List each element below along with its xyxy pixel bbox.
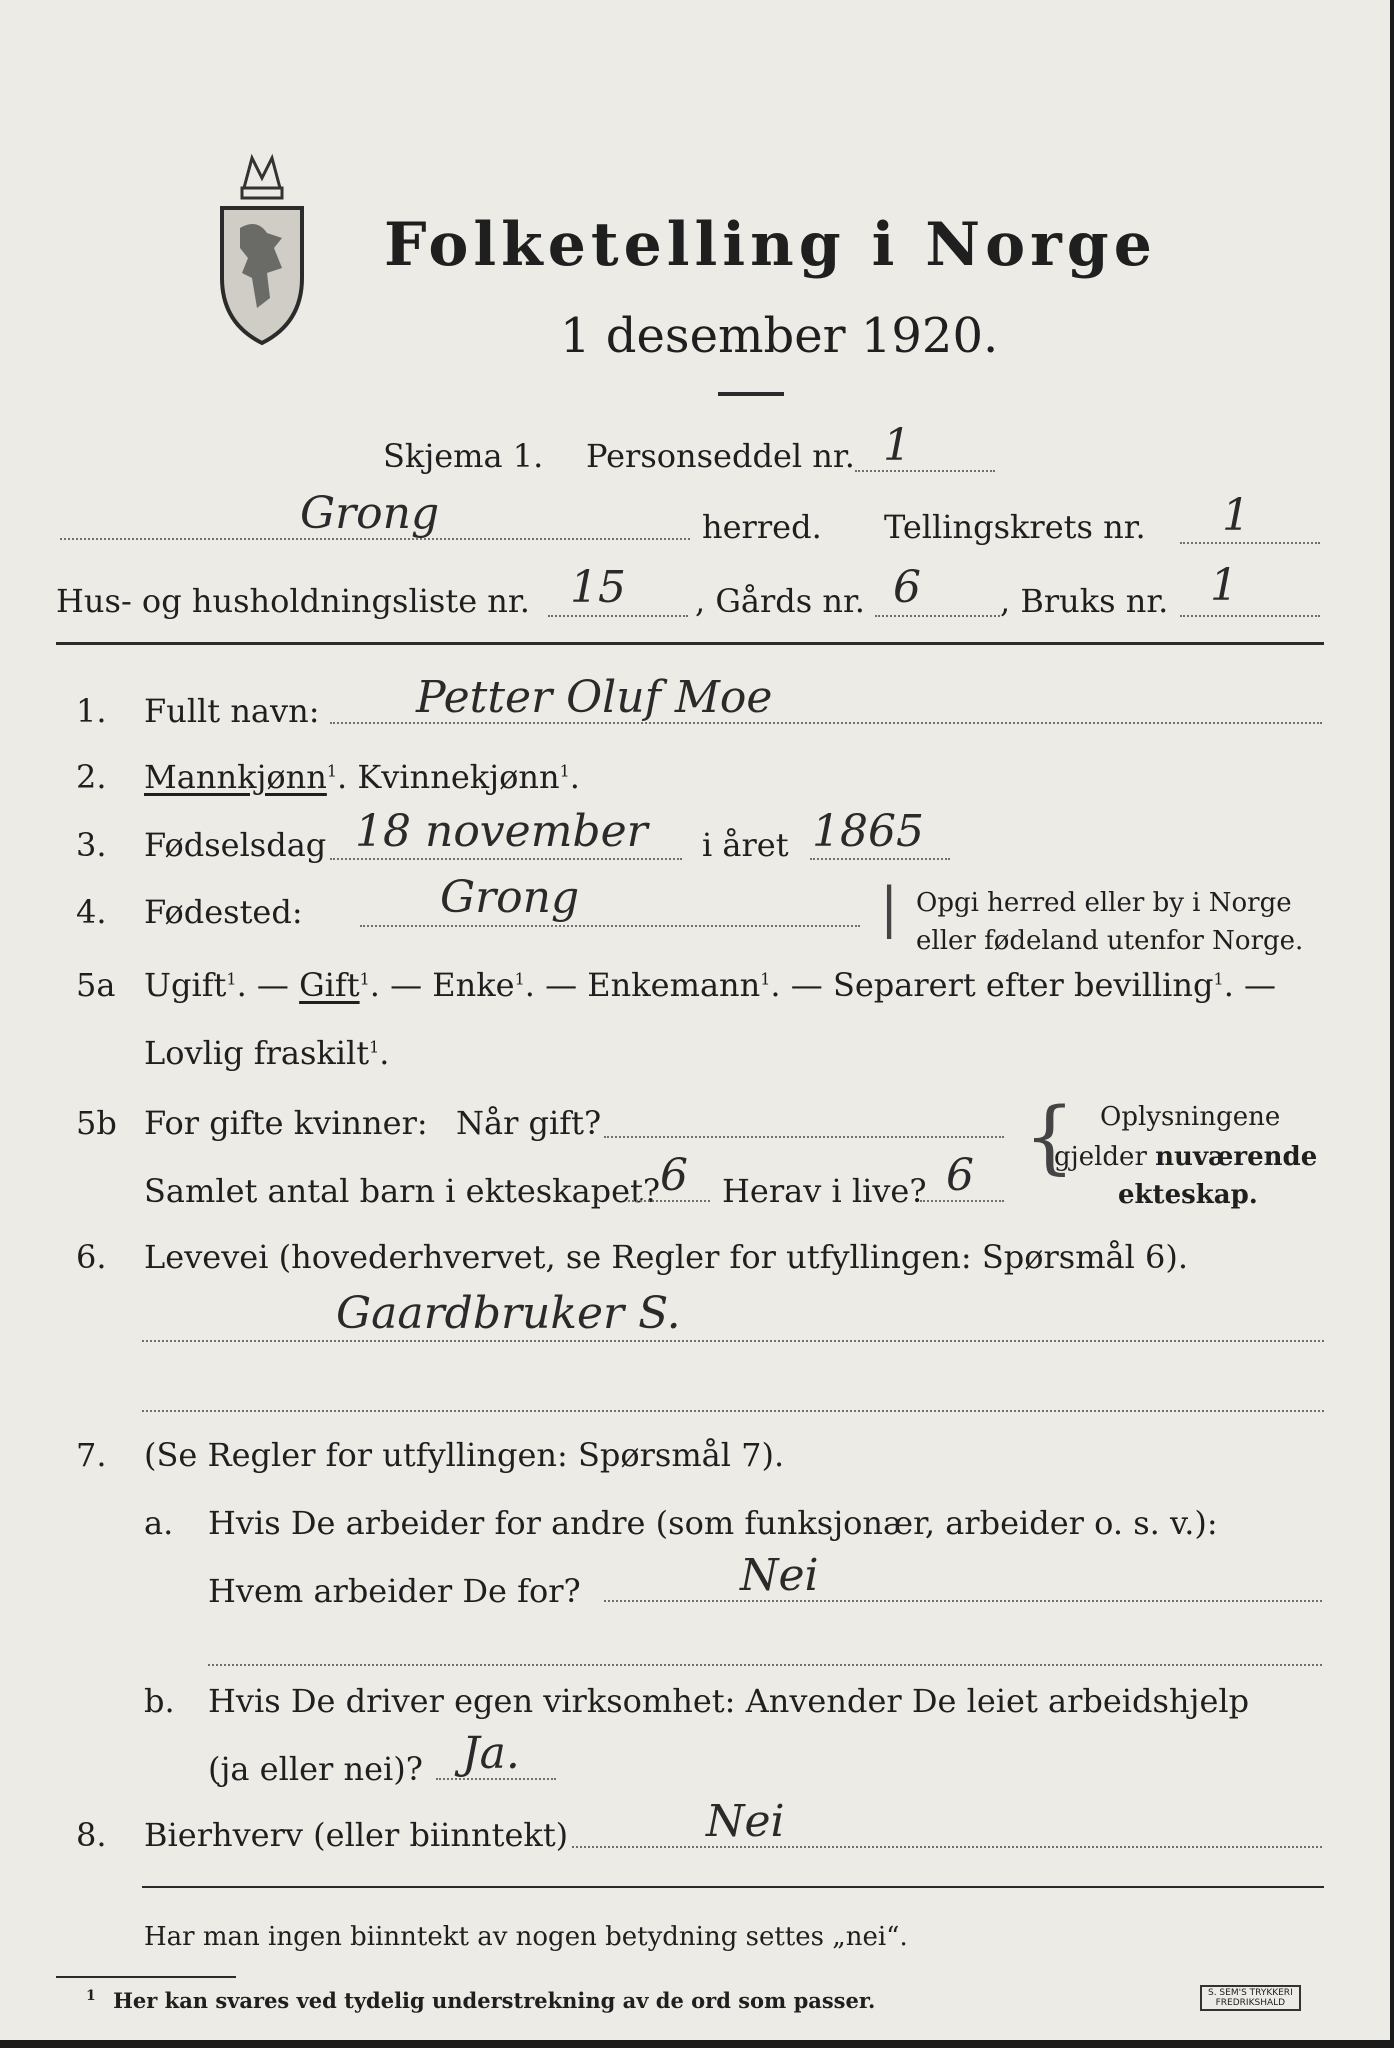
marital-separert: Separert efter bevilling <box>832 966 1214 1004</box>
bruks-label: , Bruks nr. <box>1000 582 1169 620</box>
employer-value: Nei <box>740 1550 819 1601</box>
skjema-label: Skjema 1. <box>383 437 544 475</box>
hired-help-value: Ja. <box>462 1728 520 1779</box>
marriage-note-1: Oplysningene <box>1100 1102 1281 1132</box>
q1-number: 1. <box>76 692 107 730</box>
children-alive-label: Herav i live? <box>722 1172 927 1210</box>
marital-enke: Enke <box>432 966 515 1004</box>
sex-options: Mannkjønn$^1$. Kvinnekjønn$^1$. <box>144 758 580 796</box>
gaards-label: , Gårds nr. <box>695 582 865 620</box>
herred-value: Grong <box>300 488 440 539</box>
census-form: Folketelling i Norge 1 desember 1920. Skjema 1. Personseddel nr. 1 Grong herred. Tellingskrets nr. 1 Hus- og husholdningsliste nr. 15 , Gårds nr. 6 , Bruks nr. 1 1. Fullt navn: Petter Oluf Moe 2. Mannkjønn$^1$. Kvinnekjønn$^1$. 3. Fødselsdag 18 november i året 1865 4. Fødested: Grong | Opgi herred eller by i Norge eller fødeland utenfor Norge. 5a Ugift$^1$. — Gift$^1$. — Enke$^1$. — Enkemann$^1$. — Separert efter bevilling$^1$. — Lovlig fraskilt$^1$. 5b For gifte kvinner: Når gift? Samlet antal barn i ekteskapet? 6 Herav i live? 6 { Oplysningene gjelder nuværende ekteskap. 6. Levevei (hovederhvervet, se Regler for utfyllingen: Spørsmål 6). Gaardbruker S. 7. (Se Regler for utfyllingen: Spørsmål 7). a. Hvis De arbeider for andre (som funksjonær, arbeider o. s. v.): Hvem arbeider De for? Nei b. Hvis De driver egen virksomhet: Anvender De leiet arbeidshjelp (ja eller nei)? Ja. 8. Bierhverv (eller biinntekt) Nei Har man ingen biinntekt av nogen betydning settes „nei“. $^1$ Her kan svares ved tydelig understrekning av de ord som passer. S. SEM'S TRYKKERI FREDRIKSHALD <box>0 0 1390 2040</box>
q7-number: 7. <box>76 1436 107 1474</box>
hus-label: Hus- og husholdningsliste nr. <box>56 582 530 620</box>
marital-fraskilt-line: Lovlig fraskilt$^1$. <box>144 1034 390 1072</box>
q7-label: (Se Regler for utfyllingen: Spørsmål 7). <box>144 1436 785 1474</box>
personseddel-value: 1 <box>883 420 911 471</box>
marriage-note-3: ekteskap. <box>1118 1180 1258 1210</box>
form-title: Folketelling i Norge <box>384 210 1157 280</box>
footnote-rule <box>56 1976 236 1978</box>
marital-gift: Gift <box>299 966 360 1004</box>
coat-of-arms-icon <box>212 148 312 348</box>
hired-help-label: (ja eller nei)? <box>208 1750 423 1788</box>
bruks-value: 1 <box>1210 560 1238 611</box>
side-income-label: Bierhverv (eller biinntekt) <box>144 1816 569 1854</box>
birthplace-label: Fødested: <box>144 893 303 931</box>
marital-fraskilt: Lovlig fraskilt <box>144 1034 370 1072</box>
birthday-label: Fødselsdag <box>144 826 327 864</box>
marriage-note-2: gjelder nuværende <box>1054 1142 1318 1172</box>
q1-label: Fullt navn: <box>144 692 320 730</box>
footer-rule <box>142 1886 1324 1888</box>
title-divider <box>718 392 784 396</box>
q5b-number: 5b <box>76 1104 117 1142</box>
birthplace-note-2: eller fødeland utenfor Norge. <box>916 926 1304 956</box>
birth-year-label: i året <box>702 826 789 864</box>
birthday-value: 18 november <box>355 806 648 857</box>
q5a-number: 5a <box>76 966 116 1004</box>
marital-ugift: Ugift <box>144 966 227 1004</box>
q7a-text: Hvis De arbeider for andre (som funksjonær, arbeider o. s. v.): <box>208 1504 1218 1542</box>
occupation-value: Gaardbruker S. <box>336 1288 681 1339</box>
sex-male-option: Mannkjønn <box>144 758 327 796</box>
married-women-label: For gifte kvinner: <box>144 1104 428 1142</box>
header-rule <box>56 642 1324 645</box>
sex-female-option: Kvinnekjønn <box>357 758 560 796</box>
q7a-letter: a. <box>144 1504 174 1542</box>
marital-options: Ugift$^1$. — Gift$^1$. — Enke$^1$. — Enkemann$^1$. — Separert efter bevilling$^1$. — <box>144 966 1277 1004</box>
children-count-value: 6 <box>660 1150 688 1201</box>
full-name-value: Petter Oluf Moe <box>416 672 773 723</box>
tellingskrets-value: 1 <box>1222 490 1250 541</box>
q4-number: 4. <box>76 893 107 931</box>
marital-enkemann: Enkemann <box>587 966 761 1004</box>
children-count-label: Samlet antal barn i ekteskapet? <box>144 1172 661 1210</box>
q6-number: 6. <box>76 1238 107 1276</box>
occupation-label: Levevei (hovederhvervet, se Regler for utfyllingen: Spørsmål 6). <box>144 1238 1189 1276</box>
birth-year-value: 1865 <box>812 806 924 857</box>
birthplace-value: Grong <box>440 872 580 923</box>
married-when-label: Når gift? <box>456 1104 602 1142</box>
footnote-text: Her kan svares ved tydelig understrekning av de ord som passer. <box>113 1988 876 2013</box>
q7b-text: Hvis De driver egen virksomhet: Anvender De leiet arbeidshjelp <box>208 1682 1250 1720</box>
q3-number: 3. <box>76 826 107 864</box>
census-date: 1 desember 1920. <box>560 308 999 364</box>
hus-value: 15 <box>570 562 626 613</box>
tellingskrets-label: Tellingskrets nr. <box>884 508 1146 546</box>
footnote <box>86 1988 875 2013</box>
printer-stamp: S. SEM'S TRYKKERI FREDRIKSHALD <box>1200 1985 1301 2011</box>
footer-note: Har man ingen biinntekt av nogen betydning settes „nei“. <box>144 1922 908 1952</box>
side-income-value: Nei <box>706 1796 785 1847</box>
personseddel-label: Personseddel nr. <box>586 437 855 475</box>
footnote-number: 1 <box>86 1988 96 2004</box>
q7b-letter: b. <box>144 1682 175 1720</box>
birthplace-note-1: Opgi herred eller by i Norge <box>916 888 1292 918</box>
q2-number: 2. <box>76 758 107 796</box>
children-alive-value: 6 <box>946 1150 974 1201</box>
employer-label: Hvem arbeider De for? <box>208 1572 581 1610</box>
gaards-value: 6 <box>893 562 921 613</box>
herred-label: herred. <box>702 508 822 546</box>
q8-number: 8. <box>76 1816 107 1854</box>
